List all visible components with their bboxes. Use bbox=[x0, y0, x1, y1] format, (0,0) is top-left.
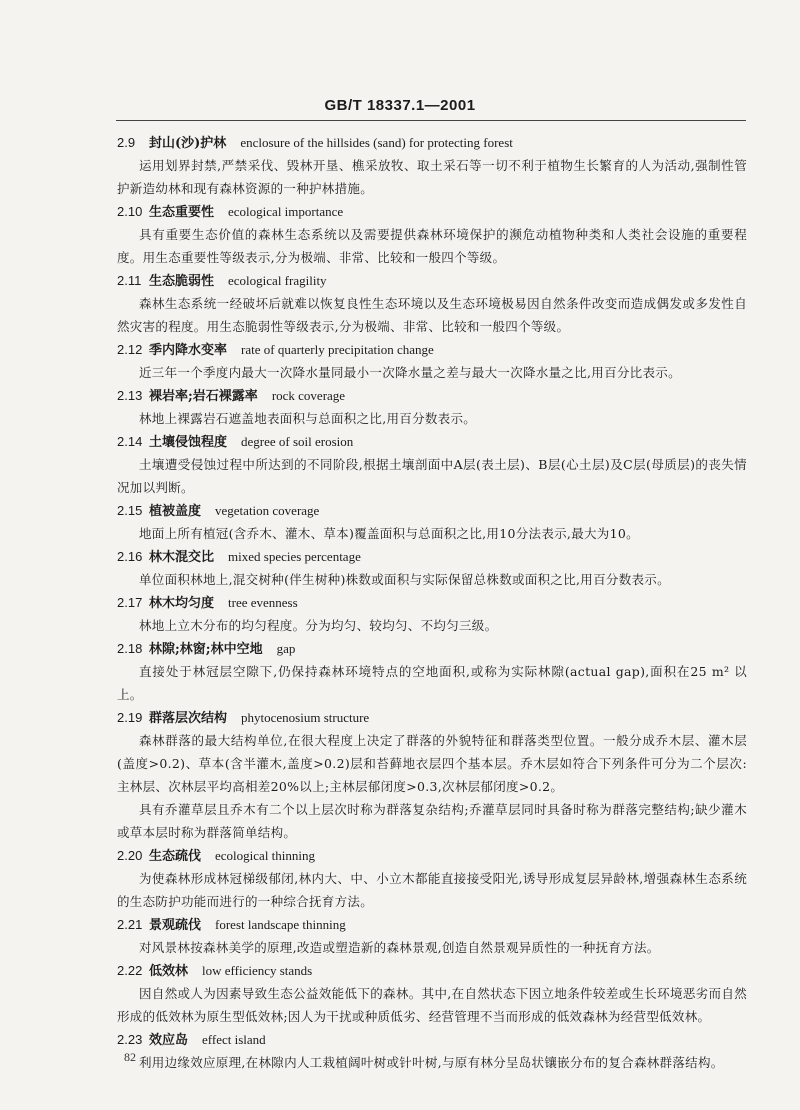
term-chinese: 封山(沙)护林 bbox=[149, 136, 227, 151]
term-chinese: 群落层次结构 bbox=[149, 711, 228, 726]
term-number: 2.11 bbox=[117, 273, 142, 288]
term-chinese: 林木均匀度 bbox=[149, 596, 215, 611]
term-number: 2.13 bbox=[117, 388, 143, 403]
term-entry bbox=[117, 1028, 747, 1074]
term-english: vegetation coverage bbox=[215, 503, 320, 518]
term-entry bbox=[117, 545, 747, 591]
term-chinese: 植被盖度 bbox=[149, 504, 202, 519]
term-number: 2.17 bbox=[117, 595, 143, 610]
term-definition: 近三年一个季度内最大一次降水量同最小一次降水量之差与最大一次降水量之比,用百分比表示。 bbox=[139, 365, 681, 380]
term-entry bbox=[117, 384, 747, 430]
term-english: effect island bbox=[202, 1032, 266, 1047]
term-number: 2.23 bbox=[117, 1032, 143, 1047]
term-chinese: 生态重要性 bbox=[149, 205, 215, 220]
term-english: rock coverage bbox=[271, 388, 346, 403]
term-chinese: 林木混交比 bbox=[149, 550, 215, 565]
term-definition: 林地上立木分布的均匀程度。分为均匀、较均匀、不均匀三级。 bbox=[139, 618, 498, 633]
term-english: enclosure of the hillsides (sand) for protecting forest bbox=[240, 135, 513, 150]
terms-list bbox=[117, 131, 747, 1074]
term-entry bbox=[117, 706, 747, 844]
term-entry bbox=[117, 959, 747, 1028]
term-chinese: 林隙;林窗;林中空地 bbox=[149, 642, 263, 657]
term-entry bbox=[117, 269, 747, 338]
term-definition: 直接处于林冠层空隙下,仍保持森林环境特点的空地面积,或称为实际林隙(actual gap),面积在25 m² 以上。 bbox=[117, 664, 747, 702]
term-heading bbox=[117, 545, 747, 568]
term-chinese: 景观疏伐 bbox=[149, 918, 202, 933]
term-heading bbox=[117, 269, 747, 292]
term-definition: 因自然或人为因素导致生态公益效能低下的森林。其中,在自然状态下因立地条件较差或生长环境恶劣而自然形成的低效林为原生型低效林;因人为干扰或种质低劣、经营管理不当而形成的低效森林为经营型低效林。 bbox=[117, 986, 747, 1024]
term-english: forest landscape thinning bbox=[215, 917, 346, 932]
term-definition: 森林生态系统一经破坏后就难以恢复良性生态环境以及生态环境极易因自然条件改变而造成偶发或多发性自然灾害的程度。用生态脆弱性等级表示,分为极端、非常、比较和一般四个等级。 bbox=[117, 296, 747, 334]
term-entry bbox=[117, 131, 747, 200]
term-definition: 利用边缘效应原理,在林隙内人工栽植阔叶树或针叶树,与原有林分呈岛状镶嵌分布的复合森林群落结构。 bbox=[139, 1055, 724, 1070]
term-heading bbox=[117, 499, 747, 522]
term-entry bbox=[117, 200, 747, 269]
term-definition: 单位面积林地上,混交树种(伴生树种)株数或面积与实际保留总株数或面积之比,用百分数表示。 bbox=[139, 572, 670, 587]
term-number: 2.16 bbox=[117, 549, 143, 564]
header-divider bbox=[116, 120, 746, 121]
term-english: rate of quarterly precipitation change bbox=[241, 342, 434, 357]
term-definition: 森林群落的最大结构单位,在很大程度上决定了群落的外貌特征和群落类型位置。一般分成乔木层、灌木层(盖度>0.2)、草本(含半灌木,盖度>0.2)层和苔藓地衣层四个基本层。乔木层如符合下列条件可分为二个层次:主林层、次林层平均高相差20%以上;主林层郁闭度>0.3,次林层郁闭度>0.2。 bbox=[117, 733, 747, 794]
term-definition: 具有重要生态价值的森林生态系统以及需要提供森林环境保护的濒危动植物种类和人类社会设施的重要程度。用生态重要性等级表示,分为极端、非常、比较和一般四个等级。 bbox=[117, 227, 747, 265]
term-chinese: 低效林 bbox=[149, 964, 189, 979]
term-definition: 为使森林形成林冠梯级郁闭,林内大、中、小立木都能直接接受阳光,诱导形成复层异龄林,增强森林生态系统的生态防护功能而进行的一种综合抚育方法。 bbox=[117, 871, 747, 909]
term-english: gap bbox=[276, 641, 296, 656]
term-definition: 土壤遭受侵蚀过程中所达到的不同阶段,根据土壤剖面中A层(表土层)、B层(心土层)及C层(母质层)的丧失情况加以判断。 bbox=[117, 457, 747, 495]
term-entry bbox=[117, 591, 747, 637]
term-number: 2.9 bbox=[117, 135, 136, 150]
term-number: 2.12 bbox=[117, 342, 143, 357]
term-chinese: 季内降水变率 bbox=[149, 343, 228, 358]
term-definition: 对风景林按森林美学的原理,改造或塑造新的森林景观,创造自然景观异质性的一种抚育方法。 bbox=[139, 940, 660, 955]
term-entry bbox=[117, 338, 747, 384]
term-english: low efficiency stands bbox=[202, 963, 313, 978]
term-english: degree of soil erosion bbox=[241, 434, 354, 449]
term-definition: 运用划界封禁,严禁采伐、毁林开垦、樵采放牧、取土采石等一切不利于植物生长繁育的人为活动,强制性管护新造幼林和现有森林资源的一种护林措施。 bbox=[117, 158, 747, 196]
term-english: phytocenosium structure bbox=[241, 710, 370, 725]
term-chinese: 土壤侵蚀程度 bbox=[149, 435, 228, 450]
term-heading bbox=[117, 338, 747, 361]
term-english: ecological fragility bbox=[228, 273, 327, 288]
term-chinese: 效应岛 bbox=[149, 1033, 189, 1048]
term-heading bbox=[117, 706, 747, 729]
term-number: 2.15 bbox=[117, 503, 143, 518]
term-heading bbox=[117, 384, 747, 407]
term-number: 2.10 bbox=[117, 204, 143, 219]
term-english: ecological thinning bbox=[215, 848, 316, 863]
term-number: 2.22 bbox=[117, 963, 143, 978]
term-english: tree evenness bbox=[228, 595, 298, 610]
term-english: mixed species percentage bbox=[228, 549, 361, 564]
term-entry bbox=[117, 913, 747, 959]
term-entry bbox=[117, 499, 747, 545]
term-number: 2.20 bbox=[117, 848, 143, 863]
standard-code-header: GB/T 18337.1—2001 bbox=[324, 97, 476, 114]
term-heading bbox=[117, 959, 747, 982]
term-heading bbox=[117, 844, 747, 867]
term-entry bbox=[117, 844, 747, 913]
term-heading bbox=[117, 913, 747, 936]
term-heading bbox=[117, 591, 747, 614]
term-number: 2.14 bbox=[117, 434, 143, 449]
term-chinese: 裸岩率;岩石裸露率 bbox=[149, 389, 258, 404]
term-chinese: 生态脆弱性 bbox=[149, 274, 215, 289]
term-entry bbox=[117, 637, 747, 706]
term-heading bbox=[117, 430, 747, 453]
term-number: 2.21 bbox=[117, 917, 143, 932]
term-heading bbox=[117, 637, 747, 660]
term-chinese: 生态疏伐 bbox=[149, 849, 202, 864]
term-number: 2.18 bbox=[117, 641, 143, 656]
term-entry bbox=[117, 430, 747, 499]
term-definition-continued: 具有乔灌草层且乔木有二个以上层次时称为群落复杂结构;乔灌草层同时具备时称为群落完整结构;缺少灌木或草本层时称为群落简单结构。 bbox=[117, 802, 747, 840]
term-heading bbox=[117, 1028, 747, 1051]
term-heading bbox=[117, 131, 747, 154]
term-heading bbox=[117, 200, 747, 223]
term-definition: 地面上所有植冠(含乔木、灌木、草本)覆盖面积与总面积之比,用10分法表示,最大为10。 bbox=[139, 526, 639, 541]
term-english: ecological importance bbox=[228, 204, 344, 219]
term-definition: 林地上裸露岩石遮盖地表面积与总面积之比,用百分数表示。 bbox=[139, 411, 477, 426]
term-number: 2.19 bbox=[117, 710, 143, 725]
page-number: 82 bbox=[124, 1050, 136, 1064]
